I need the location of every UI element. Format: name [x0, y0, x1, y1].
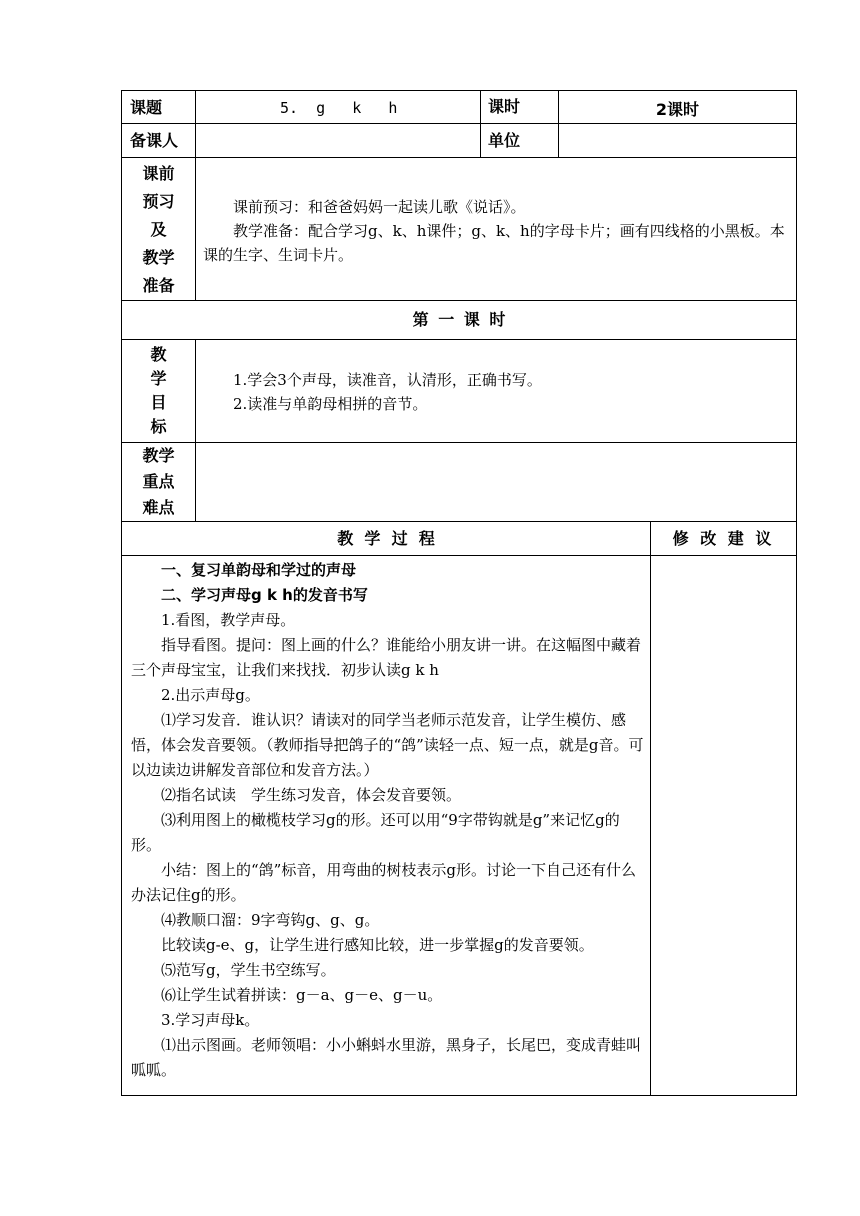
preparer-value	[200, 127, 475, 155]
topic-value: 5. g k h	[280, 99, 398, 117]
prep-label-line: 教学	[142, 248, 175, 267]
process-paragraph: 小结：图上的“鸽”标音，用弯曲的树枝表示g形。讨论一下自己还有什么办法记住g的形。	[131, 861, 636, 904]
process-paragraph: 3.学习声母k。	[161, 1011, 260, 1029]
goals-label-line: 标	[150, 417, 167, 436]
period-value: 2课时	[655, 100, 700, 119]
process-paragraph: ⑴学习发音．谁认识？请读对的同学当老师示范发音，让学生模仿、感悟，体会发音要领。（教师指导把鸽子的“鸽”读轻一点、短一点，就是g音。可以边读边讲解发音部位和发音方法。）	[131, 711, 644, 779]
prep-label-line: 预习	[142, 192, 175, 211]
prep-preview-text: 课前预习：和爸爸妈妈一起读儿歌《说话》。	[233, 198, 526, 216]
prep-label-line: 课前	[142, 164, 175, 183]
prep-materials-text: 教学准备：配合学习g、k、h课件；g、k、h的字母卡片；画有四线格的小黑板。本课的生字、生词卡片。	[203, 222, 785, 264]
goals-content	[203, 368, 791, 428]
process-paragraph: ⑸范写g，学生书空练写。	[161, 961, 336, 979]
process-header: 教 学 过 程	[337, 529, 435, 548]
prep-content	[203, 195, 791, 295]
unit-label: 单位	[488, 131, 521, 150]
suggestion-content	[651, 556, 796, 1095]
goal-item: 2.读准与单韵母相拼的音节。	[233, 395, 428, 413]
period-label: 课时	[488, 97, 521, 116]
process-section-heading: 二、学习声母g k h的发音书写	[161, 586, 368, 604]
process-content	[131, 558, 645, 1094]
process-paragraph: ⑵指名试读 学生练习发音，体会发音要领。	[161, 786, 462, 804]
goals-label-line: 目	[150, 393, 167, 412]
prep-label	[122, 162, 195, 298]
process-paragraph: 2.出示声母g。	[161, 686, 260, 704]
keypoints-content	[203, 472, 791, 500]
prep-label-line: 及	[150, 220, 167, 239]
keypoints-label-line: 难点	[142, 498, 175, 517]
goals-label-line: 教	[150, 345, 167, 364]
prep-label-line: 准备	[142, 276, 175, 295]
process-paragraph: ⑶利用图上的橄榄枝学习g的形。还可以用“9字带钩就是g”来记忆g的形。	[131, 811, 620, 854]
keypoints-label	[122, 443, 195, 521]
goals-label	[122, 340, 195, 442]
preparer-label: 备课人	[130, 131, 179, 150]
keypoints-label-line: 重点	[142, 472, 175, 491]
goal-item: 1.学会3个声母，读准音，认清形，正确书写。	[233, 371, 542, 389]
goals-label-line: 学	[150, 369, 167, 388]
unit-value	[563, 127, 793, 155]
process-paragraph: ⑷教顺口溜：9字弯钩g、g、g。	[161, 911, 380, 929]
process-paragraph: 比较读g-e、g，让学生进行感知比较，进一步掌握g的发音要领。	[161, 936, 594, 954]
topic-label: 课题	[130, 98, 163, 117]
keypoints-label-line: 教学	[142, 446, 175, 465]
process-paragraph: 指导看图。提问：图上画的什么？谁能给小朋友讲一讲。在这幅图中藏着三个声母宝宝，让我们来找找．初步认读g k h	[131, 636, 642, 679]
process-paragraph: 1.看图，教学声母。	[161, 611, 296, 629]
process-paragraph: ⑹让学生试着拼读：g－a、g－e、g－u。	[161, 986, 443, 1004]
first-lesson-title: 第 一 课 时	[412, 310, 506, 329]
process-paragraph: ⑴出示图画。老师领唱：小小蝌蚪水里游，黑身子，长尾巴，变成青蛙叫呱呱。	[131, 1036, 642, 1079]
suggestion-header: 修 改 建 议	[672, 529, 775, 548]
process-section-heading: 一、复习单韵母和学过的声母	[161, 561, 357, 579]
